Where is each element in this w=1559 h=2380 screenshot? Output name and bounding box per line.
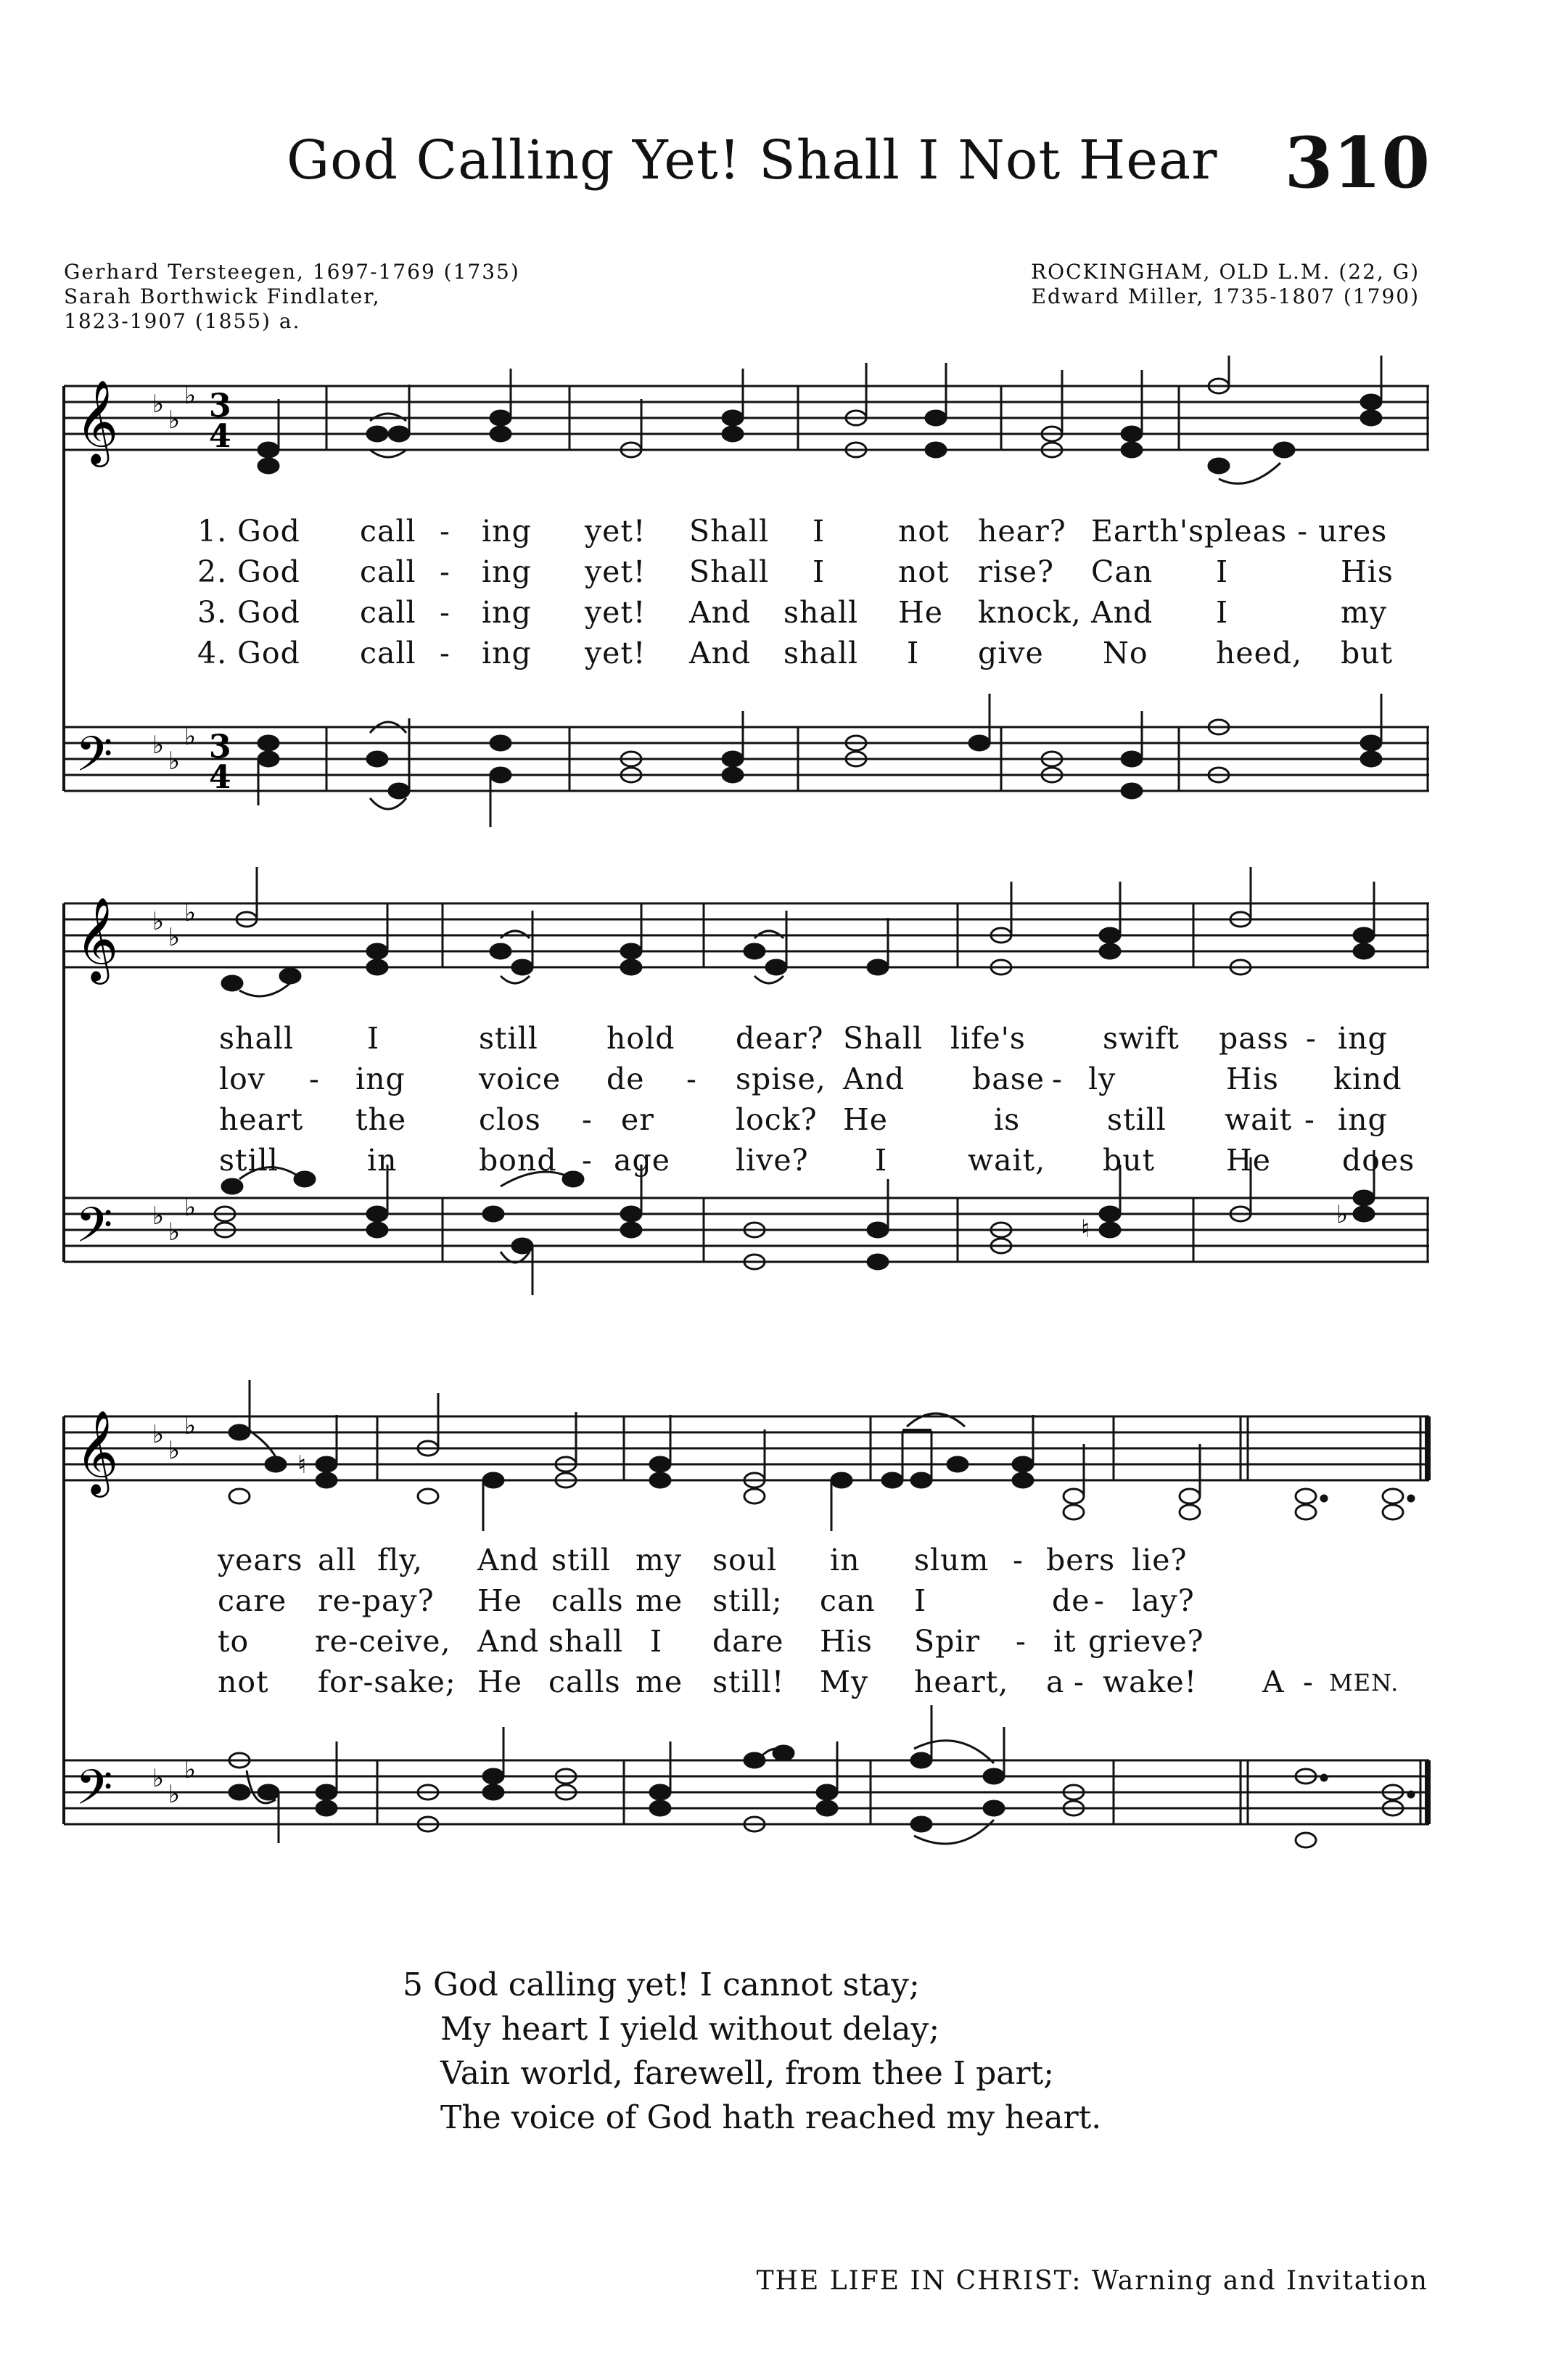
syllable: years: [218, 1543, 303, 1577]
svg-text:♭: ♭: [184, 381, 197, 410]
author-credit-line: Gerhard Tersteegen, 1697-1769 (1735): [64, 260, 520, 284]
syllable: spise,: [736, 1062, 826, 1096]
syllable: I: [1216, 595, 1229, 630]
music-system-3: [58, 1364, 1436, 1858]
lyric-line-verse-2: [58, 1583, 1436, 1624]
syllable: A: [1262, 1665, 1285, 1699]
svg-text:3: 3: [209, 387, 231, 424]
svg-text:♭: ♭: [168, 1436, 181, 1465]
syllable: yet!: [585, 514, 646, 549]
syllable: -: [1016, 1624, 1027, 1659]
syllable: -: [686, 1062, 697, 1096]
syllable: 2. God: [197, 554, 300, 589]
syllable: And: [477, 1543, 540, 1577]
lyric-line-verse-2: [58, 1062, 1436, 1102]
syllable: shall: [783, 595, 859, 630]
svg-text:♮: ♮: [297, 1450, 307, 1480]
syllable: lock?: [736, 1102, 818, 1137]
syllable: ing: [482, 514, 532, 549]
music-system-2: [58, 867, 1436, 1317]
svg-text:♭: ♭: [168, 1218, 181, 1247]
syllable: He: [477, 1665, 523, 1699]
syllable: -: [582, 1143, 593, 1178]
verse-5-line: 5 God calling yet! I cannot stay;: [403, 1966, 920, 2003]
lyric-line-verse-3: [58, 1102, 1436, 1143]
syllable: -: [1306, 1021, 1317, 1056]
svg-text:♭: ♭: [152, 390, 165, 419]
lyric-line-verse-3: [58, 1624, 1436, 1665]
syllable: I: [813, 514, 826, 549]
svg-text:♭: ♭: [184, 1193, 197, 1222]
syllable: heart: [219, 1102, 304, 1137]
svg-text:𝄢: 𝄢: [75, 726, 113, 794]
syllable: He: [898, 595, 944, 630]
syllable: clos: [479, 1102, 541, 1137]
syllable: Shall: [843, 1021, 924, 1056]
syllable: His: [1226, 1062, 1279, 1096]
syllable: me: [635, 1665, 683, 1699]
syllable: -: [1074, 1665, 1085, 1699]
author-credit-line: Sarah Borthwick Findlater,: [64, 284, 381, 308]
syllable: bond: [479, 1143, 557, 1178]
svg-text:𝄞: 𝄞: [75, 1409, 119, 1494]
syllable: -: [440, 554, 451, 589]
syllable: ly: [1088, 1062, 1116, 1096]
syllable: I: [813, 554, 826, 589]
syllable: in: [830, 1543, 860, 1577]
syllable: Shall: [689, 554, 770, 589]
syllable: yet!: [585, 554, 646, 589]
syllable: lov: [219, 1062, 266, 1096]
syllable: And: [689, 595, 752, 630]
svg-text:𝄢: 𝄢: [75, 1760, 113, 1827]
syllable: ing: [1338, 1021, 1388, 1056]
syllable: calls: [551, 1583, 624, 1618]
syllable: lie?: [1132, 1543, 1188, 1577]
syllable: Earth's: [1091, 514, 1205, 549]
syllable: not: [898, 554, 950, 589]
svg-text:𝄞: 𝄞: [75, 379, 119, 464]
svg-text:♭: ♭: [152, 1420, 165, 1449]
syllable: -: [440, 514, 451, 549]
syllable: shall: [783, 636, 859, 670]
syllable: but: [1341, 636, 1394, 670]
syllable: rise?: [978, 554, 1054, 589]
syllable: 3. God: [197, 595, 300, 630]
syllable: de: [1052, 1583, 1090, 1618]
svg-text:4: 4: [209, 759, 231, 796]
syllable: shall: [548, 1624, 624, 1659]
syllable: kind: [1333, 1062, 1402, 1096]
syllable: I: [875, 1143, 888, 1178]
verse-5: [403, 1963, 1101, 2140]
syllable: He: [477, 1583, 523, 1618]
syllable: pleas - ures: [1204, 514, 1388, 549]
syllable: fly,: [377, 1543, 424, 1577]
syllable: hear?: [978, 514, 1066, 549]
svg-text:4: 4: [209, 418, 231, 455]
svg-text:♭: ♭: [1336, 1200, 1349, 1229]
syllable: My: [820, 1665, 869, 1699]
verse-5-line: Vain world, farewell, from thee I part;: [440, 2055, 1055, 2092]
syllable: hold: [606, 1021, 675, 1056]
syllable: -: [1094, 1583, 1105, 1618]
syllable: ing: [482, 595, 532, 630]
lyric-line-verse-2: [58, 554, 1436, 595]
hymn-title: God Calling Yet! Shall I Not Hear: [287, 129, 1218, 192]
syllable: He: [1226, 1143, 1272, 1178]
syllable: I: [914, 1583, 927, 1618]
svg-text:♭: ♭: [152, 731, 165, 760]
syllable: call: [360, 595, 416, 630]
syllable: still: [219, 1143, 279, 1178]
syllable: He: [843, 1102, 889, 1137]
syllable: ing: [1338, 1102, 1388, 1137]
lyric-line-verse-1: [58, 514, 1436, 554]
lyric-line-verse-1: [58, 1021, 1436, 1062]
lyric-line-verse-4: [58, 1665, 1436, 1705]
syllable: 1. God: [197, 514, 300, 549]
syllable: call: [360, 514, 416, 549]
syllable: the: [355, 1102, 407, 1137]
syllable: No: [1103, 636, 1148, 670]
lyric-line-verse-3: [58, 595, 1436, 636]
hymn-number: 310: [1284, 122, 1430, 204]
syllable: And: [843, 1062, 905, 1096]
lyric-line-verse-4: [58, 636, 1436, 676]
syllable: in: [367, 1143, 398, 1178]
svg-text:♭: ♭: [184, 722, 197, 751]
syllable: care: [218, 1583, 287, 1618]
syllable: a: [1046, 1665, 1065, 1699]
syllable: my: [1341, 595, 1388, 630]
syllable: can: [820, 1583, 876, 1618]
verse-5-line: The voice of God hath reached my heart.: [440, 2099, 1102, 2136]
syllable: wait: [1225, 1102, 1293, 1137]
syllable: not: [218, 1665, 269, 1699]
syllable: not: [898, 514, 950, 549]
syllable: -: [1303, 1665, 1314, 1699]
syllable: soul: [712, 1543, 778, 1577]
verse-5-line: My heart I yield without delay;: [440, 2011, 940, 2048]
syllable: call: [360, 636, 416, 670]
author-credit-line: 1823-1907 (1855) a.: [64, 309, 301, 333]
syllable: And: [477, 1624, 540, 1659]
syllable: And: [689, 636, 752, 670]
author-credits: [64, 260, 520, 334]
syllable: -: [309, 1062, 320, 1096]
syllable: -: [582, 1102, 593, 1137]
svg-text:3: 3: [209, 729, 231, 766]
syllable: 4. God: [197, 636, 300, 670]
syllable: -: [1052, 1062, 1063, 1096]
syllable: er: [621, 1102, 654, 1137]
syllable: base: [972, 1062, 1045, 1096]
syllable: live?: [736, 1143, 809, 1178]
syllable: -: [440, 595, 451, 630]
svg-text:♭: ♭: [168, 406, 181, 435]
syllable: my: [635, 1543, 683, 1577]
syllable: pass: [1219, 1021, 1289, 1056]
syllable: but: [1103, 1143, 1156, 1178]
syllable: still: [551, 1543, 611, 1577]
tune-name-line: ROCKINGHAM, OLD L.M. (22, G): [1031, 260, 1420, 284]
syllable: lay?: [1132, 1583, 1195, 1618]
syllable: yet!: [585, 595, 646, 630]
syllable: His: [1341, 554, 1394, 589]
svg-text:♭: ♭: [168, 747, 181, 776]
syllable: MEN.: [1329, 1669, 1399, 1696]
syllable: is: [994, 1102, 1021, 1137]
syllable: I: [1216, 554, 1229, 589]
syllable: I: [367, 1021, 380, 1056]
tune-credits: [1031, 260, 1420, 309]
syllable: does: [1342, 1143, 1415, 1178]
syllable: swift: [1103, 1021, 1180, 1056]
syllable: -: [1013, 1543, 1024, 1577]
syllable: ing: [482, 636, 532, 670]
syllable: -: [440, 636, 451, 670]
syllable: it: [1053, 1624, 1077, 1659]
svg-text:♭: ♭: [152, 1764, 165, 1793]
section-footer: THE LIFE IN CHRIST: Warning and Invitation: [756, 2266, 1428, 2296]
syllable: still!: [712, 1665, 785, 1699]
syllable: age: [614, 1143, 670, 1178]
syllable: for-sake;: [318, 1665, 456, 1699]
svg-text:♭: ♭: [152, 1202, 165, 1231]
syllable: Spir: [914, 1624, 981, 1659]
syllable: voice: [479, 1062, 562, 1096]
syllable: ing: [482, 554, 532, 589]
lyric-line-verse-1: [58, 1543, 1436, 1583]
syllable: all: [318, 1543, 357, 1577]
svg-text:𝄢: 𝄢: [75, 1197, 113, 1265]
syllable: knock,: [978, 595, 1082, 630]
syllable: still: [1107, 1102, 1167, 1137]
syllable: me: [635, 1583, 683, 1618]
svg-text:𝄞: 𝄞: [75, 896, 119, 981]
syllable: I: [650, 1624, 663, 1659]
syllable: calls: [548, 1665, 621, 1699]
syllable: His: [820, 1624, 873, 1659]
svg-text:♭: ♭: [184, 1411, 197, 1440]
syllable: still: [479, 1021, 538, 1056]
syllable: I: [907, 636, 920, 670]
syllable: de: [606, 1062, 645, 1096]
syllable: life's: [950, 1021, 1026, 1056]
syllable: wait,: [968, 1143, 1046, 1178]
syllable: re-ceive,: [315, 1624, 451, 1659]
lyric-line-verse-4: [58, 1143, 1436, 1183]
syllable: to: [218, 1624, 250, 1659]
syllable: yet!: [585, 636, 646, 670]
syllable: re-pay?: [318, 1583, 435, 1618]
syllable: ing: [355, 1062, 406, 1096]
syllable: Shall: [689, 514, 770, 549]
svg-text:♭: ♭: [168, 923, 181, 952]
syllable: Can: [1091, 554, 1153, 589]
syllable: shall: [219, 1021, 295, 1056]
syllable: wake!: [1103, 1665, 1198, 1699]
syllable: grieve?: [1088, 1624, 1204, 1659]
syllable: give: [978, 636, 1044, 670]
svg-text:♭: ♭: [152, 907, 165, 936]
svg-text:♭: ♭: [184, 1755, 197, 1784]
syllable: -: [1304, 1102, 1315, 1137]
syllable: And: [1091, 595, 1153, 630]
syllable: slum: [914, 1543, 990, 1577]
syllable: heed,: [1216, 636, 1303, 670]
syllable: heart,: [914, 1665, 1009, 1699]
syllable: call: [360, 554, 416, 589]
syllable: still;: [712, 1583, 783, 1618]
svg-text:♮: ♮: [1081, 1215, 1090, 1244]
svg-text:♭: ♭: [184, 898, 197, 927]
syllable: dare: [712, 1624, 784, 1659]
syllable: bers: [1046, 1543, 1116, 1577]
composer-credit-line: Edward Miller, 1735-1807 (1790): [1031, 284, 1420, 308]
music-system-1: [58, 356, 1436, 834]
svg-text:♭: ♭: [168, 1780, 181, 1809]
syllable: dear?: [736, 1021, 824, 1056]
